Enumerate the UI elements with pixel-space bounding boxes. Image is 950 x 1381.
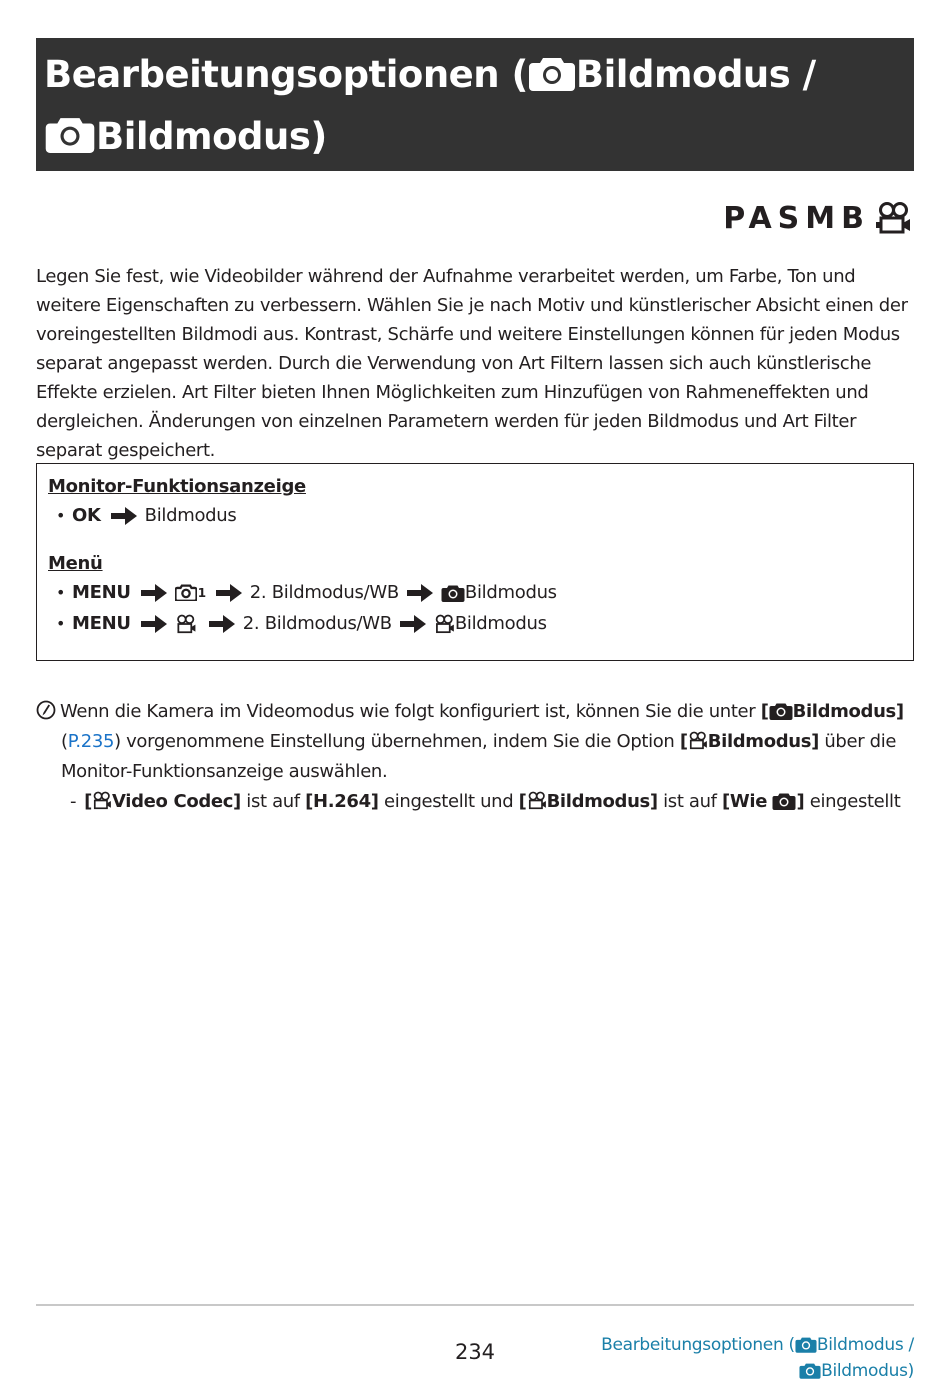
intro-paragraph: Legen Sie fest, wie Videobilder während der Aufnahme verarbeitet werden, um Farbe, Ton und weitere Eigenschaften zu verbessern. Wählen Sie je nach Motiv und künstlerischer Absicht einen der voreingestellten Bildmodi aus. Kontrast, Schärfe und weitere Einstellungen können für jeden Modus separat angepasst werden. Durch die Verwendung von Art Filtern lassen sich auch künstlerische Effekte erzielen. Art Filter bieten Ihnen Möglichkeiten zum Hinzufügen von Rahmeneffekten und dergleichen. Änderungen von einzelnen Parametern werden für jeden Bildmodus und Art Filter separat gespeichert. [36,266,908,461]
access-box [36,463,914,661]
note-line-3: Monitor-Funktionsanzeige auswählen. [61,761,388,782]
title-line-1 [44,44,906,106]
page-link[interactable]: P.235 [67,731,115,752]
movie-icon [876,201,912,235]
arrow-right-icon [111,507,137,525]
note-sub-item: - [ Video Codec] ist auf [H.264] eingestellt und [ Bildmodus] ist auf [Wie ] eingestellt [70,791,901,812]
note-icon [36,700,56,720]
title-mode-2: Bildmodus) [96,115,327,158]
arrow-right-icon [141,584,167,602]
menu-item: 2. Bildmodus/WB [249,582,399,603]
movie-tab-icon [175,614,197,634]
ok-key: OK [72,505,101,526]
dash: - [70,791,77,812]
menu-path-photo [48,577,902,608]
note-section [36,697,916,817]
camera-icon [44,115,96,153]
title-prefix: Bearbeitungsoptionen ( [44,53,528,96]
movie-icon [434,614,455,634]
menu-heading: Menü [48,553,103,574]
menu-item: 2. Bildmodus/WB [242,613,392,634]
camera-icon [799,1362,821,1379]
camera-icon [441,584,465,602]
shooting-modes [723,198,912,238]
title-mode-1: Bildmodus / [575,53,816,96]
camera-tab-icon [175,584,197,601]
menu-target-movie: Bildmodus [454,613,547,634]
camera-icon [528,55,576,91]
arrow-right-icon [400,615,426,633]
monitor-heading: Monitor-Funktionsanzeige [48,476,306,497]
modes-text: PASMB [723,200,870,236]
footer-section-link[interactable] [601,1332,914,1381]
monitor-target: Bildmodus [144,505,237,526]
menu-path-movie [48,608,902,639]
page-number: 234 [454,1340,496,1364]
title-line-2 [44,106,906,168]
arrow-right-icon [209,615,235,633]
footer-link-line-2: Bildmodus) [601,1358,914,1381]
menu-key: MENU [72,582,131,603]
page-title [36,38,914,171]
camera-icon [795,1336,817,1353]
arrow-right-icon [407,584,433,602]
menu-key: MENU [72,613,131,634]
monitor-path [48,500,902,531]
note-line-1: Wenn die Kamera im Videomodus wie folgt konfiguriert ist, können Sie die unter [ Bildmodus] [36,697,916,727]
movie-icon [527,791,547,810]
bullet: • [56,614,66,633]
footer-divider [36,1304,914,1306]
bullet: • [56,583,66,602]
arrow-right-icon [141,615,167,633]
tab-number: 1 [197,585,206,600]
bullet: • [56,506,66,525]
arrow-right-icon [216,584,242,602]
camera-icon [772,792,796,810]
movie-icon [92,791,112,810]
camera-icon [769,702,793,720]
note-line-2: (P.235) vorgenommene Einstellung übernehmen, indem Sie die Option [ Bildmodus] über die [61,731,897,752]
movie-icon [688,731,708,750]
menu-target-photo: Bildmodus [464,582,557,603]
footer-link-line-1: Bearbeitungsoptionen ( Bildmodus / [601,1335,914,1355]
